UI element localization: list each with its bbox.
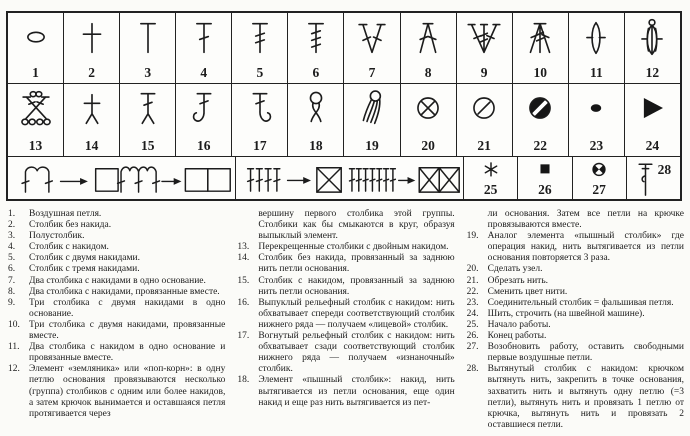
symbol-row-2 xyxy=(8,84,680,157)
sc-back-loop-icon xyxy=(72,87,112,131)
symbol-number: 23 xyxy=(589,137,604,153)
legend-item-number: 19. xyxy=(466,231,479,242)
legend-item-text: Конец работы. xyxy=(487,331,547,342)
symbol-cell-23 xyxy=(569,84,625,156)
legend-item-text: Перекрещенные столбики с двойным накидом. xyxy=(258,242,449,253)
legend-item-number: 4. xyxy=(8,242,16,253)
symbol-cell-22 xyxy=(513,84,569,156)
symbol-cell-7 xyxy=(344,13,400,83)
symbol-cell-8 xyxy=(401,13,457,83)
legend-item-text: Сделать узел. xyxy=(487,264,543,275)
legend-item-text: Столбик без накида, провязанный за заднюю нить петли основания. xyxy=(258,253,455,275)
symbol-cell-6 xyxy=(288,13,344,83)
slip-stitch-icon xyxy=(576,87,616,131)
legend-item-17 xyxy=(237,331,454,375)
legend-item-text: Два столбика с накидом в одно основание и провязанные вместе. xyxy=(29,342,226,364)
symbol-row-3 xyxy=(8,157,680,199)
three-tr-together-icon xyxy=(520,16,560,60)
legend-item-text: Столбик с накидом, провязанный за заднюю нить петли основания. xyxy=(258,275,455,297)
legend-item-22 xyxy=(467,287,684,298)
legend-item-number: 13. xyxy=(237,242,250,253)
legend-item-number: 9. xyxy=(8,297,16,308)
symbol-row-1 xyxy=(8,13,680,84)
symbol-cell-2 xyxy=(64,13,120,83)
symbol-number: 12 xyxy=(645,64,660,80)
symbol-cell-19 xyxy=(344,84,400,156)
filet-filled-equiv-icon xyxy=(236,157,464,199)
legend-item-19 xyxy=(467,231,684,264)
symbol-number: 5 xyxy=(256,64,264,80)
legend-item-14 xyxy=(237,253,454,275)
legend-item-text: Три столбика с двумя накидами в одно основание. xyxy=(29,297,226,319)
legend-item-25 xyxy=(467,320,684,331)
legend-item-text: ли основания. Затем все петли на крючке провязываются вместе. xyxy=(487,209,684,231)
legend-item-16 xyxy=(237,298,454,331)
legend-column-3 xyxy=(467,209,684,431)
symbol-cell-28 xyxy=(627,157,680,199)
back-post-dc-icon xyxy=(240,87,280,131)
symbol-number: 7 xyxy=(368,64,376,80)
legend-item-number: 15. xyxy=(237,275,250,286)
legend-item-text: вершину первого столбика этой группы. Столбики как бы смыкаются в круг, образуя выпыклый элемент. xyxy=(258,209,455,242)
dc-cluster-icon xyxy=(576,16,616,60)
half-double-crochet-icon xyxy=(128,16,168,60)
legend-item-text: Элемент «пышный столбик»: накид, нить вытягивается из петли основания, еще один накид и еще раз нить вытягивается из пет- xyxy=(258,375,455,408)
symbol-number: 13 xyxy=(28,137,43,153)
symbol-number: 14 xyxy=(84,137,99,153)
popcorn-icon xyxy=(632,16,672,60)
symbol-cell-20 xyxy=(401,84,457,156)
symbol-cell-17 xyxy=(232,84,288,156)
legend-item-text: Два столбика с накидами в одно основание. xyxy=(29,275,206,286)
legend xyxy=(8,209,684,431)
symbol-cell-26 xyxy=(518,157,572,199)
symbol-number: 17 xyxy=(253,137,267,153)
knot-icon xyxy=(408,87,448,131)
symbol-number: 16 xyxy=(197,137,211,153)
symbol-number: 22 xyxy=(533,137,547,153)
legend-item-number: 18. xyxy=(237,375,250,386)
legend-column-1 xyxy=(8,209,225,431)
legend-item-number xyxy=(467,209,488,231)
double-treble-icon xyxy=(296,16,336,60)
legend-item-text: Столбик с тремя накидами. xyxy=(29,264,140,275)
change-color-icon xyxy=(520,87,560,131)
legend-item-27 xyxy=(467,342,684,364)
symbol-number: 15 xyxy=(140,137,155,153)
symbol-number: 9 xyxy=(480,64,488,80)
legend-item-continuation xyxy=(467,209,684,231)
legend-item-number: 3. xyxy=(8,231,16,242)
double-crochet-icon xyxy=(184,16,224,60)
legend-item-number: 20. xyxy=(466,264,479,275)
symbol-cell-21 xyxy=(457,84,513,156)
legend-item-number: 25. xyxy=(466,319,479,330)
legend-item-28 xyxy=(467,364,684,431)
legend-item-12 xyxy=(8,364,225,419)
symbol-number: 20 xyxy=(421,137,435,153)
legend-item-text: Столбик с двумя накидами. xyxy=(29,253,140,264)
legend-column-2 xyxy=(237,209,454,431)
legend-item-number: 27. xyxy=(466,342,479,353)
legend-item-text: Аналог элемента «пышный столбик» где операция накид, нить вытягивается из петли основания повторяется 3 раза. xyxy=(487,231,684,264)
legend-item-text: Шить, строчить (на швейной машине). xyxy=(487,308,645,319)
two-dc-one-base-icon xyxy=(352,16,392,60)
extended-dc-icon xyxy=(636,160,655,197)
symbol-number: 21 xyxy=(477,137,491,153)
legend-item-number: 17. xyxy=(237,331,250,342)
legend-item-24 xyxy=(467,309,684,320)
legend-item-number: 10. xyxy=(8,319,20,330)
end-of-work-icon xyxy=(533,157,557,183)
legend-item-text: Вогнутый рельефный столбик с накидом: нить обхватывает сзади соответствующий столбик нижнего ряда — получаем «изнаночный» столбик. xyxy=(258,331,455,375)
single-crochet-icon xyxy=(72,16,112,60)
legend-item-20 xyxy=(467,264,684,275)
sewing-icon xyxy=(632,87,672,131)
symbol-cell-4 xyxy=(176,13,232,83)
legend-item-number: 1. xyxy=(8,209,16,219)
dc-back-loop-icon xyxy=(128,87,168,131)
symbol-cell-13 xyxy=(8,84,64,156)
legend-item-number: 12. xyxy=(8,364,20,375)
legend-item-4 xyxy=(8,242,225,253)
symbol-cell-9 xyxy=(457,13,513,83)
legend-item-number: 22. xyxy=(466,286,479,297)
legend-item-number: 5. xyxy=(8,253,16,264)
resume-work-icon xyxy=(587,157,611,183)
legend-item-number: 26. xyxy=(466,331,479,342)
legend-item-13 xyxy=(237,242,454,253)
legend-item-number: 8. xyxy=(8,286,16,297)
legend-item-number: 28. xyxy=(466,364,479,375)
symbol-cell-24 xyxy=(625,84,680,156)
legend-item-text: Соединительный столбик = фальшивая петля. xyxy=(487,297,674,308)
front-post-dc-icon xyxy=(184,87,224,131)
legend-item-7 xyxy=(8,276,225,287)
symbol-number: 18 xyxy=(309,137,323,153)
two-dc-together-icon xyxy=(408,16,448,60)
legend-item-number: 14. xyxy=(237,253,250,264)
legend-item-10 xyxy=(8,320,225,342)
symbol-number: 24 xyxy=(645,137,660,153)
legend-item-text: Полустолбик. xyxy=(29,231,85,242)
legend-item-text: Начало работы. xyxy=(487,319,551,330)
legend-item-5 xyxy=(8,253,225,264)
symbol-cell-12 xyxy=(625,13,680,83)
legend-item-text: Вытянутый столбик с накидом: крючком вытянуть нить, закрепить в точке основания, захватить нить и вытянуть одну петлю (=3 петли), вытянуть нить и провязать 1 петлю от крючка, вытянуть нить и провязать 2 оставшиеся петли. xyxy=(487,364,684,430)
symbol-cell-25 xyxy=(464,157,518,199)
symbol-cell-11 xyxy=(569,13,625,83)
legend-item-1 xyxy=(8,209,225,220)
legend-item-15 xyxy=(237,276,454,298)
filet-open-equiv-icon xyxy=(8,157,236,199)
legend-item-number: 23. xyxy=(466,297,479,308)
symbol-number: 27 xyxy=(592,182,606,198)
legend-item-number: 21. xyxy=(466,275,479,286)
legend-item-number: 6. xyxy=(8,264,16,275)
legend-item-number: 16. xyxy=(237,297,250,308)
symbol-number: 25 xyxy=(483,182,498,198)
legend-item-number: 11. xyxy=(8,342,20,353)
legend-item-number: 7. xyxy=(8,275,16,286)
symbol-cell-3 xyxy=(120,13,176,83)
symbol-number: 6 xyxy=(312,64,320,80)
symbol-cell-5 xyxy=(232,13,288,83)
legend-item-number: 24. xyxy=(466,308,479,319)
cut-thread-icon xyxy=(464,87,504,131)
symbol-number: 3 xyxy=(144,64,152,80)
legend-item-continuation xyxy=(237,209,454,242)
legend-item-text: Обрезать нить. xyxy=(487,275,549,286)
legend-item-6 xyxy=(8,264,225,275)
start-of-work-icon xyxy=(479,157,503,183)
symbol-cell-14 xyxy=(64,84,120,156)
treble-crochet-icon xyxy=(240,16,280,60)
chain-stitch-icon xyxy=(16,16,56,60)
symbol-cell-18 xyxy=(288,84,344,156)
legend-item-21 xyxy=(467,276,684,287)
legend-item-26 xyxy=(467,331,684,342)
symbol-number: 1 xyxy=(32,64,39,80)
symbol-cell-27 xyxy=(573,157,627,199)
legend-item-text: Элемент «земляника» или «поп-корн»: в одну петлю основания провязываются несколько (группа) столбиков с одним или более накидов, а затем крючок вынимается и оставшаяся петля протягивается через xyxy=(29,364,226,419)
legend-item-text: Три столбика с двумя накидами, провязанные вместе. xyxy=(29,319,226,342)
symbol-number: 8 xyxy=(424,64,432,80)
legend-item-18 xyxy=(237,375,454,408)
legend-item-text: Два столбика с накидами, провязанные вместе. xyxy=(29,286,220,297)
symbol-number: 26 xyxy=(538,182,552,198)
legend-item-11 xyxy=(8,342,225,364)
legend-item-text: Столбик с накидом. xyxy=(29,242,109,253)
symbol-number: 19 xyxy=(365,137,379,153)
puff-stitch-icon xyxy=(296,87,336,131)
crochet-symbol-table xyxy=(6,11,682,201)
legend-item-9 xyxy=(8,298,225,320)
legend-item-3 xyxy=(8,231,225,242)
legend-item-text: Воздушная петля. xyxy=(29,209,102,219)
triple-puff-icon xyxy=(352,87,392,131)
legend-item-number xyxy=(237,209,258,242)
legend-item-text: Возобновить работу, оставить свободными первые воздушные петли. xyxy=(487,342,684,364)
legend-item-2 xyxy=(8,220,225,231)
legend-item-number: 2. xyxy=(8,220,16,231)
symbol-cell-16 xyxy=(176,84,232,156)
legend-item-23 xyxy=(467,298,684,309)
symbol-number: 2 xyxy=(88,64,95,80)
legend-item-text: Столбик без накида. xyxy=(29,220,112,231)
symbol-cell-10 xyxy=(513,13,569,83)
symbol-number: 10 xyxy=(533,64,547,80)
legend-item-text: Выпуклый рельефный столбик с накидом: нить обхватывает спереди соответствующий столбик нижнего ряда — получаем «лицевой» столбик. xyxy=(258,297,455,330)
legend-item-text: Сменить цвет нити. xyxy=(487,286,568,297)
three-tr-one-base-icon xyxy=(464,16,504,60)
symbol-number: 28 xyxy=(657,162,672,178)
legend-item-8 xyxy=(8,287,225,298)
symbol-cell-1 xyxy=(8,13,64,83)
crossed-trebles-icon xyxy=(16,87,56,131)
symbol-cell-15 xyxy=(120,84,176,156)
symbol-number: 11 xyxy=(589,64,603,80)
symbol-number: 4 xyxy=(200,64,208,80)
